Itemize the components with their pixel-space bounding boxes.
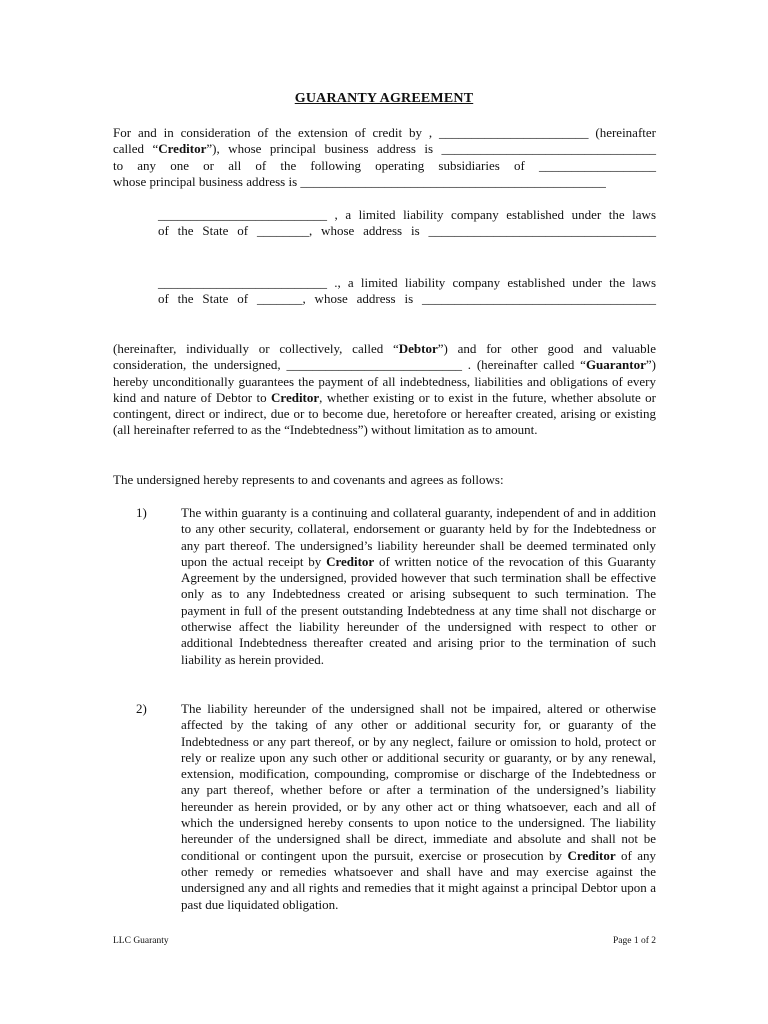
footer-document-name: LLC Guaranty <box>113 936 169 946</box>
subsidiary-1-line-2: of the State of ________, whose address is ___________________________________ <box>158 223 656 239</box>
creditor-term: Creditor <box>271 389 320 405</box>
item-2-number: 2) <box>136 701 147 716</box>
subsidiary-2-line-2: of the State of _______, whose address is ____________________________________ <box>158 291 656 307</box>
debtor-term: Debtor <box>398 341 438 356</box>
intro-line-4: whose principal business address is _______________________________________________ <box>113 173 606 189</box>
subsidiary-2-line-1: __________________________ ., a limited liability company established under the laws <box>158 275 656 290</box>
creditor-term: Creditor <box>567 847 616 863</box>
intro-line-1: For and in consideration of the extension of credit by , _______________________ (hereinafter <box>113 125 656 140</box>
guarantor-term: Guarantor <box>585 357 646 373</box>
item-1-text: The within guaranty is a continuing and collateral guaranty, independent of and in addition to any other security, collateral, endorsement or guaranty held by for the Indebtedness or any part thereof. The undersigned’s liability hereunder shall be deemed terminated only upon the actual receipt by Creditor of written notice of the revocation of this Guaranty Agreement by the undersigned, provided however that such termination shall be effective only as to any Indebtedness created or arising subsequent to such termination. The payment in full of the present outstanding Indebtedness at any time shall not discharge or otherwise affect the liability hereunder of the undersigned with respect to other or additional Indebtedness thereafter created and arising prior to the termination of such liability as herein provided. <box>181 505 656 667</box>
creditor-term: Creditor <box>326 553 375 569</box>
document-title: GUARANTY AGREEMENT <box>294 91 474 106</box>
footer-page-number: Page 1 of 2 <box>612 936 656 946</box>
debtor-paragraph: (hereinafter, individually or collectively, called “Debtor”) and for other good and valuable consideration, the undersigned, ___________________________ . (hereinafter called “Guarantor”) hereby unconditionally guarantees the payment of all indebtedness, liabilities and obligations of every kind and nature of Debtor to Creditor, whether existing or to exist in the future, whether absolute or contingent, direct or indirect, due or to become due, heretofore or hereafter created, arising or existing (all hereinafter referred to as the “Indebtedness”) without limitation as to amount. <box>113 341 657 438</box>
subsidiary-1-line-1: __________________________ , a limited liability company established under the laws <box>158 207 656 222</box>
intro-line-3: to any one or all of the following operating subsidiaries of __________________ <box>113 157 656 173</box>
intro-line-2: called “Creditor”), whose principal business address is _________________________________ <box>113 141 656 157</box>
subsidiary-2 <box>158 275 656 308</box>
subsidiary-1 <box>158 207 656 240</box>
creditor-term: Creditor <box>158 141 207 157</box>
item-1-number: 1) <box>136 505 147 520</box>
item-2-text: The liability hereunder of the undersigned shall not be impaired, altered or otherwise affected by the taking of any other or additional security for, or guaranty of the Indebtedness or any part thereof, or by any neglect, failure or omission to hold, protect or rely or realize upon any such other or additional security or guaranty, or by any renewal, extension, modification, compounding, compromise or discharge of the Indebtedness or any part thereof, whether before or after a termination of the undersigned’s liability hereunder as herein provided, or by any other act or thing whatsoever, each and all of which the undersigned hereby consents to upon notice to the undersigned. The liability hereunder of the undersigned shall be direct, immediate and absolute and shall not be conditional or contingent upon the pursuit, exercise or prosecution by Creditor of any other remedy or remedies whatsoever and shall have and may exercise against the undersigned any and all rights and remedies that it might against a principal Debtor upon a past due liquidated obligation. <box>181 701 657 912</box>
intro-paragraph <box>113 125 656 190</box>
covenants-intro: The undersigned hereby represents to and covenants and agrees as follows: <box>113 472 504 487</box>
